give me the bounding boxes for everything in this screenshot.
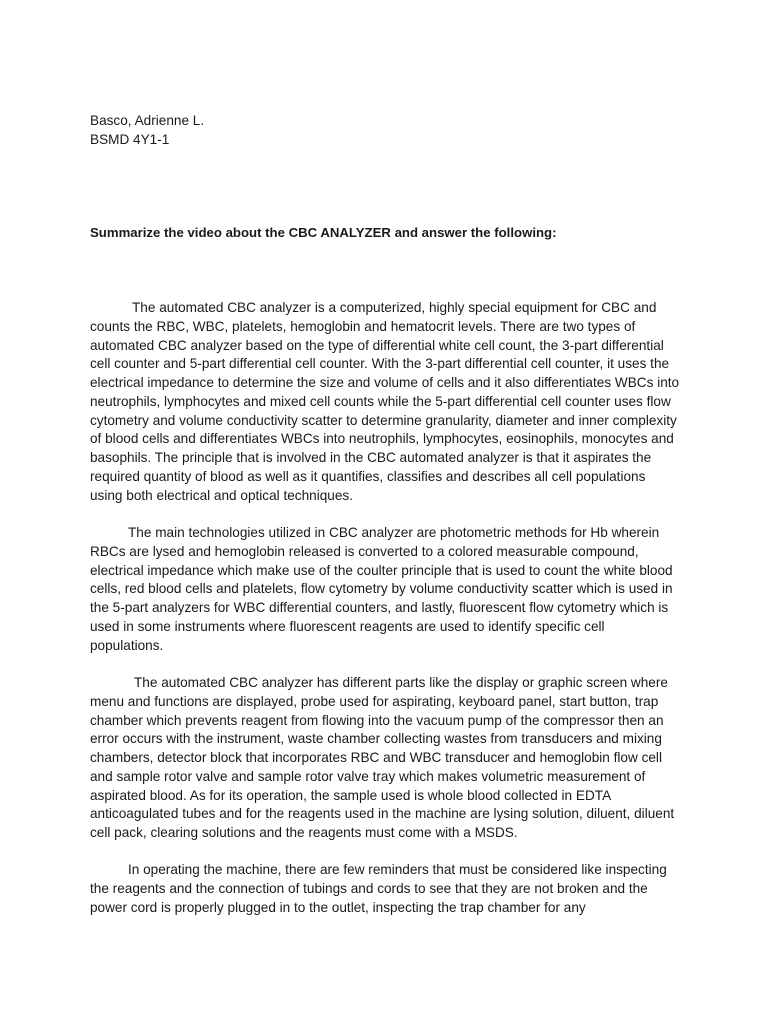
course-section: BSMD 4Y1-1 (90, 132, 170, 147)
assignment-prompt: Summarize the video about the CBC ANALYZER and answer the following: (90, 225, 557, 240)
paragraph-overview: The automated CBC analyzer is a computerized, highly special equipment for CBC and counts the RBC, WBC, platelets, hemoglobin and hematocrit levels. There are two types of automated CBC analyzer based on the type of differential white cell count, the 3-part differential cell counter and 5-part differential cell counter. With the 3-part differential cell counter, it uses the electrical impedance to determine the size and volume of cells and it also differentiates WBCs into neutrophils, lymphocytes and mixed cell counts while the 5-part differential cell counter uses flow cytometry and volume conductivity scatter to determine granularity, diameter and inner complexity of blood cells and differentiates WBCs into neutrophils, lymphocytes, eosinophils, monocytes and basophils. The principle that is involved in the CBC automated analyzer is that it aspirates the required quantity of blood as well as it quantifies, classifies and describes all cell populations using both electrical and optical techniques. (90, 300, 680, 503)
author-name: Basco, Adrienne L. (90, 113, 205, 128)
paragraph-parts: The automated CBC analyzer has different parts like the display or graphic screen where menu and functions are displayed, probe used for aspirating, keyboard panel, start button, trap chamber which prevents reagent from flowing into the vacuum pump of the compressor then an error occurs with the instrument, waste chamber collecting wastes from transducers and mixing chambers, detector block that incorporates RBC and WBC transducer and hemoglobin flow cell and sample rotor valve and sample rotor valve tray which makes volumetric measurement of aspirated blood. As for its operation, the sample used is whole blood collected in EDTA anticoagulated tubes and for the reagents used in the machine are lysing solution, diluent, diluent cell pack, clearing solutions and the reagents must come with a MSDS. (90, 675, 675, 840)
paragraph-technologies: The main technologies utilized in CBC analyzer are photometric methods for Hb wherein RBCs are lysed and hemoglobin released is converted to a colored measurable compound, electrical impedance which make use of the coulter principle that is used to count the white blood cells, red blood cells and platelets, flow cytometry by volume conductivity scatter which is used in the 5-part analyzers for WBC differential counters, and lastly, fluorescent flow cytometry which is used in some instruments where fluorescent reagents are used to identify specific cell populations. (90, 525, 673, 653)
paragraph-operation: In operating the machine, there are few reminders that must be considered like inspecting the reagents and the connection of tubings and cords to see that they are not broken and the power cord is properly plugged in to the outlet, inspecting the trap chamber for any (90, 862, 667, 915)
